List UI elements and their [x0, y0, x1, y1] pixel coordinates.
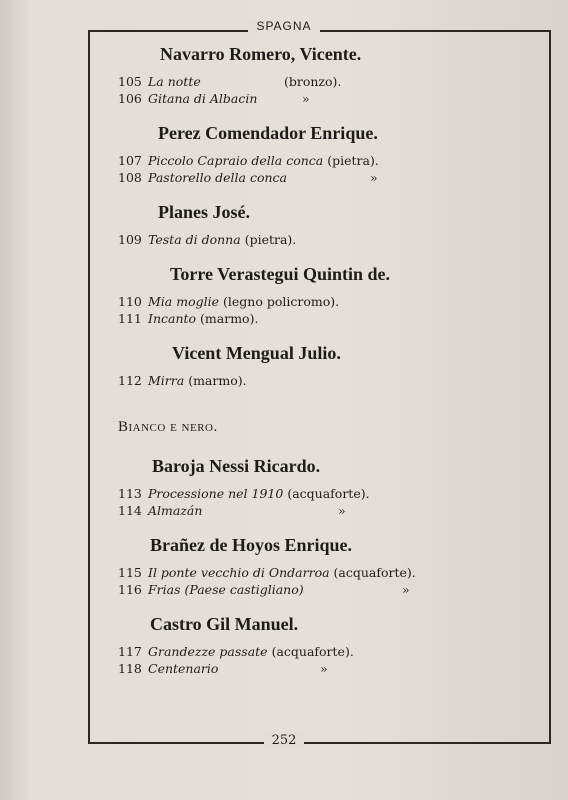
artist-name: Torre Verastegui Quintin de. [170, 264, 391, 284]
entry-material: (marmo). [200, 311, 259, 326]
entry-title: Centenario [148, 661, 219, 676]
entry-list [118, 643, 538, 677]
entry-list [118, 231, 538, 248]
entry-list [118, 485, 538, 519]
entry-number: 107 [118, 153, 142, 168]
entry-title: Frias (Paese castigliano) [148, 582, 304, 597]
entry-number: 118 [118, 661, 142, 676]
entry-number: 106 [118, 91, 142, 106]
entry-list [118, 293, 538, 327]
entry-number: 115 [118, 565, 142, 580]
entry-material: (bronzo). [284, 74, 342, 89]
page-number: 252 [264, 733, 305, 748]
catalog-entry [118, 502, 538, 519]
entry-number: 109 [118, 232, 142, 247]
entry-material: (acquaforte). [287, 486, 370, 501]
artist-name: Navarro Romero, Vicente. [160, 44, 362, 64]
entry-material: (marmo). [188, 373, 247, 388]
entry-material: (pietra). [327, 153, 379, 168]
artist-name: Planes José. [158, 202, 250, 222]
catalog-entry [118, 169, 538, 186]
entry-material: » [370, 170, 378, 185]
entry-number: 105 [118, 74, 142, 89]
artist-name: Castro Gil Manuel. [150, 614, 299, 634]
entry-material: » [320, 661, 328, 676]
catalog-entry [118, 152, 538, 169]
entry-title: Gitana di Albacin [148, 91, 258, 106]
entry-material: (legno policromo). [223, 294, 340, 309]
entry-number: 116 [118, 582, 142, 597]
entry-title: Mirra [148, 373, 185, 388]
catalog-entry [118, 231, 538, 248]
entry-title: Grandezze passate [148, 644, 268, 659]
entry-number: 111 [118, 311, 142, 326]
entry-number: 112 [118, 373, 142, 388]
catalog-entry [118, 485, 538, 502]
entry-number: 114 [118, 503, 142, 518]
entry-list [118, 73, 538, 107]
artist-name: Perez Comendador Enrique. [158, 123, 378, 143]
artist-name: Brañez de Hoyos Enrique. [150, 535, 353, 555]
entry-material: » [338, 503, 346, 518]
catalog-entry [118, 372, 538, 389]
entry-list [118, 372, 538, 389]
entry-title: Almazán [148, 503, 203, 518]
entry-title: Incanto [148, 311, 197, 326]
entry-material: (acquaforte). [333, 565, 416, 580]
entry-title: Piccolo Capraio della conca [148, 153, 324, 168]
catalog-entry [118, 564, 538, 581]
entry-title: Processione nel 1910 [148, 486, 284, 501]
entry-material: » [402, 582, 410, 597]
entry-number: 113 [118, 486, 142, 501]
entry-number: 108 [118, 170, 142, 185]
catalog-entry [118, 643, 538, 660]
page-footer [0, 733, 568, 748]
catalog-content [118, 42, 538, 677]
entry-number: 117 [118, 644, 142, 659]
entry-number: 110 [118, 294, 142, 309]
section-heading: Bianco e nero. [118, 419, 218, 435]
entry-title: Mia moglie [148, 294, 219, 309]
artist-name: Baroja Nessi Ricardo. [152, 456, 321, 476]
entry-list [118, 564, 538, 598]
artist-name: Vicent Mengual Julio. [172, 343, 341, 363]
entry-material: (acquaforte). [271, 644, 354, 659]
entry-list [118, 152, 538, 186]
entry-title: Pastorello della conca [148, 170, 287, 185]
catalog-entry [118, 660, 538, 677]
catalog-entry [118, 293, 538, 310]
entry-material: » [302, 91, 310, 106]
running-header [0, 19, 568, 33]
entry-title: Testa di donna [148, 232, 241, 247]
country-heading: SPAGNA [248, 19, 319, 33]
catalog-entry [118, 90, 538, 107]
catalog-entry [118, 73, 538, 90]
entry-title: La notte [148, 74, 201, 89]
entry-title: Il ponte vecchio di Ondarroa [148, 565, 330, 580]
entry-material: (pietra). [244, 232, 297, 247]
catalog-entry [118, 581, 538, 598]
catalog-entry [118, 310, 538, 327]
